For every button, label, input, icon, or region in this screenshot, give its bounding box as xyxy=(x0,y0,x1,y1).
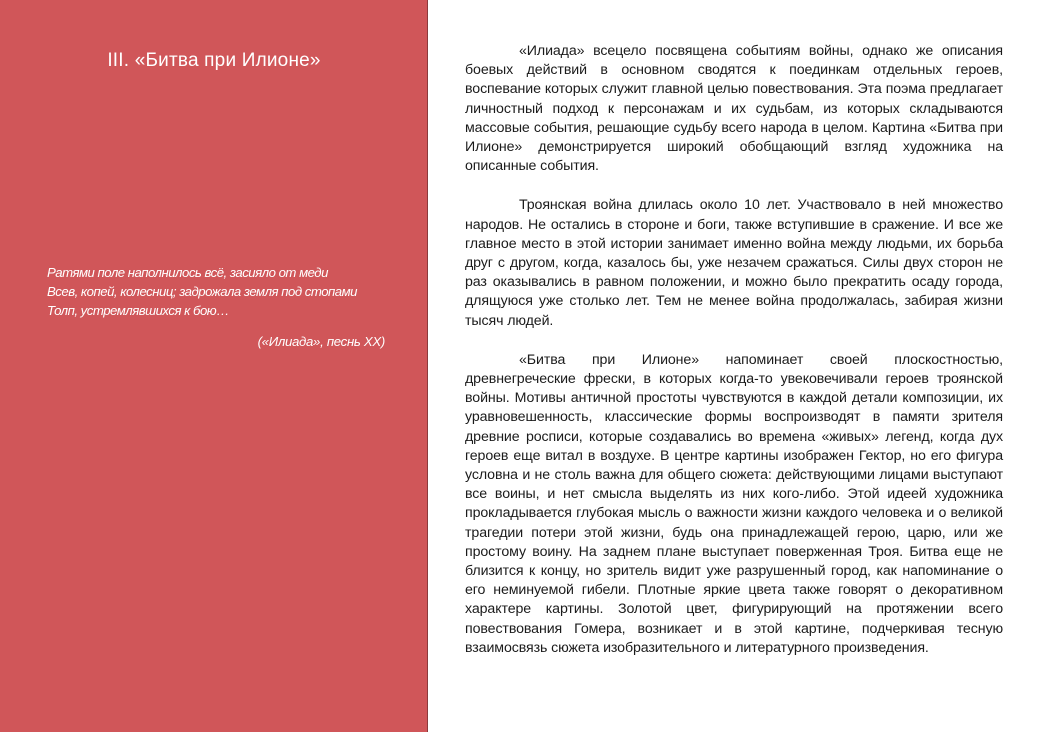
body-paragraph-3: «Битва при Илионе» напоминает своей плоскостностью, древнегреческие фрески, в которых когда-то увековечивали героев троянской войны. Мотивы античной простоты чувствуются в каждой детали композиции, их уравновешенность, классические формы воспроизводят в памяти зрителя древние росписи, которые создавались во времена «живых» легенд, когда дух героев еще витал в воздухе. В центре картины изображен Гектор, но его фигура условна и не столь важна для общего сюжета: действующими лицами выступают все воины, и нет смысла выделять из них кого-либо. Этой идеей художника прокладывается глубокая мысль о важности жизни каждого человека и о великой трагедии потери этой жизни, будь она принадлежащей герою, царю, или же простому воину. На заднем плане выступает поверженная Троя. Битва еще не близится к концу, но зритель видит уже разрушенный город, как напоминание о его неминуемой гибели. Плотные яркие цвета также говорят о декоративном характере картины. Золотой цвет, фигурирующий на протяжении всего повествования Гомера, возникает и в этой картине, подчеркивая тесную взаимосвязь сюжета изобразительного и литературного произведения. xyxy=(465,351,1003,656)
epigraph-source: («Илиада», песнь XX) xyxy=(257,334,385,349)
epigraph-line-2: Всев, копей, колесниц; задрожала земля под стопами xyxy=(47,284,358,299)
epigraph-line-1: Ратями поле наполнилось всё, засияло от меди xyxy=(47,265,328,280)
body-paragraph-2: Троянская война длилась около 10 лет. Участвовало в ней множество народов. Не остались в стороне и боги, также вступившие в сражение. И все же главное место в этой истории занимает именно война между людьми, их борьба друг с другом, когда, казалось бы, уже незачем сражаться. Силы двух сторон не раз оказывались в равном положении, и можно было прекратить осаду города, длящуюся уже столько лет. Тем не менее война продолжалась, забирая жизни тысяч людей. xyxy=(465,197,1003,329)
chapter-title: III. «Битва при Илионе» xyxy=(107,50,321,71)
body-paragraph-1: «Илиада» всецело посвящена событиям войны, однако же описания боевых действий в основном сводятся к поединкам отдельных героев, воспевание которых служит главной целью повествования. Эта поэма предлагает личностный подход к персонажам и их судьбам, из которых складываются массовые события, решающие судьбу всего народа в целом. Картина «Битва при Илионе» демонстрируется широкий обобщающий взгляд художника на описанные события. xyxy=(465,43,1003,175)
epigraph-line-3: Толп, устремлявшихся к бою… xyxy=(47,303,229,318)
left-panel xyxy=(0,0,428,732)
right-panel xyxy=(465,42,1003,678)
epigraph xyxy=(47,263,392,320)
